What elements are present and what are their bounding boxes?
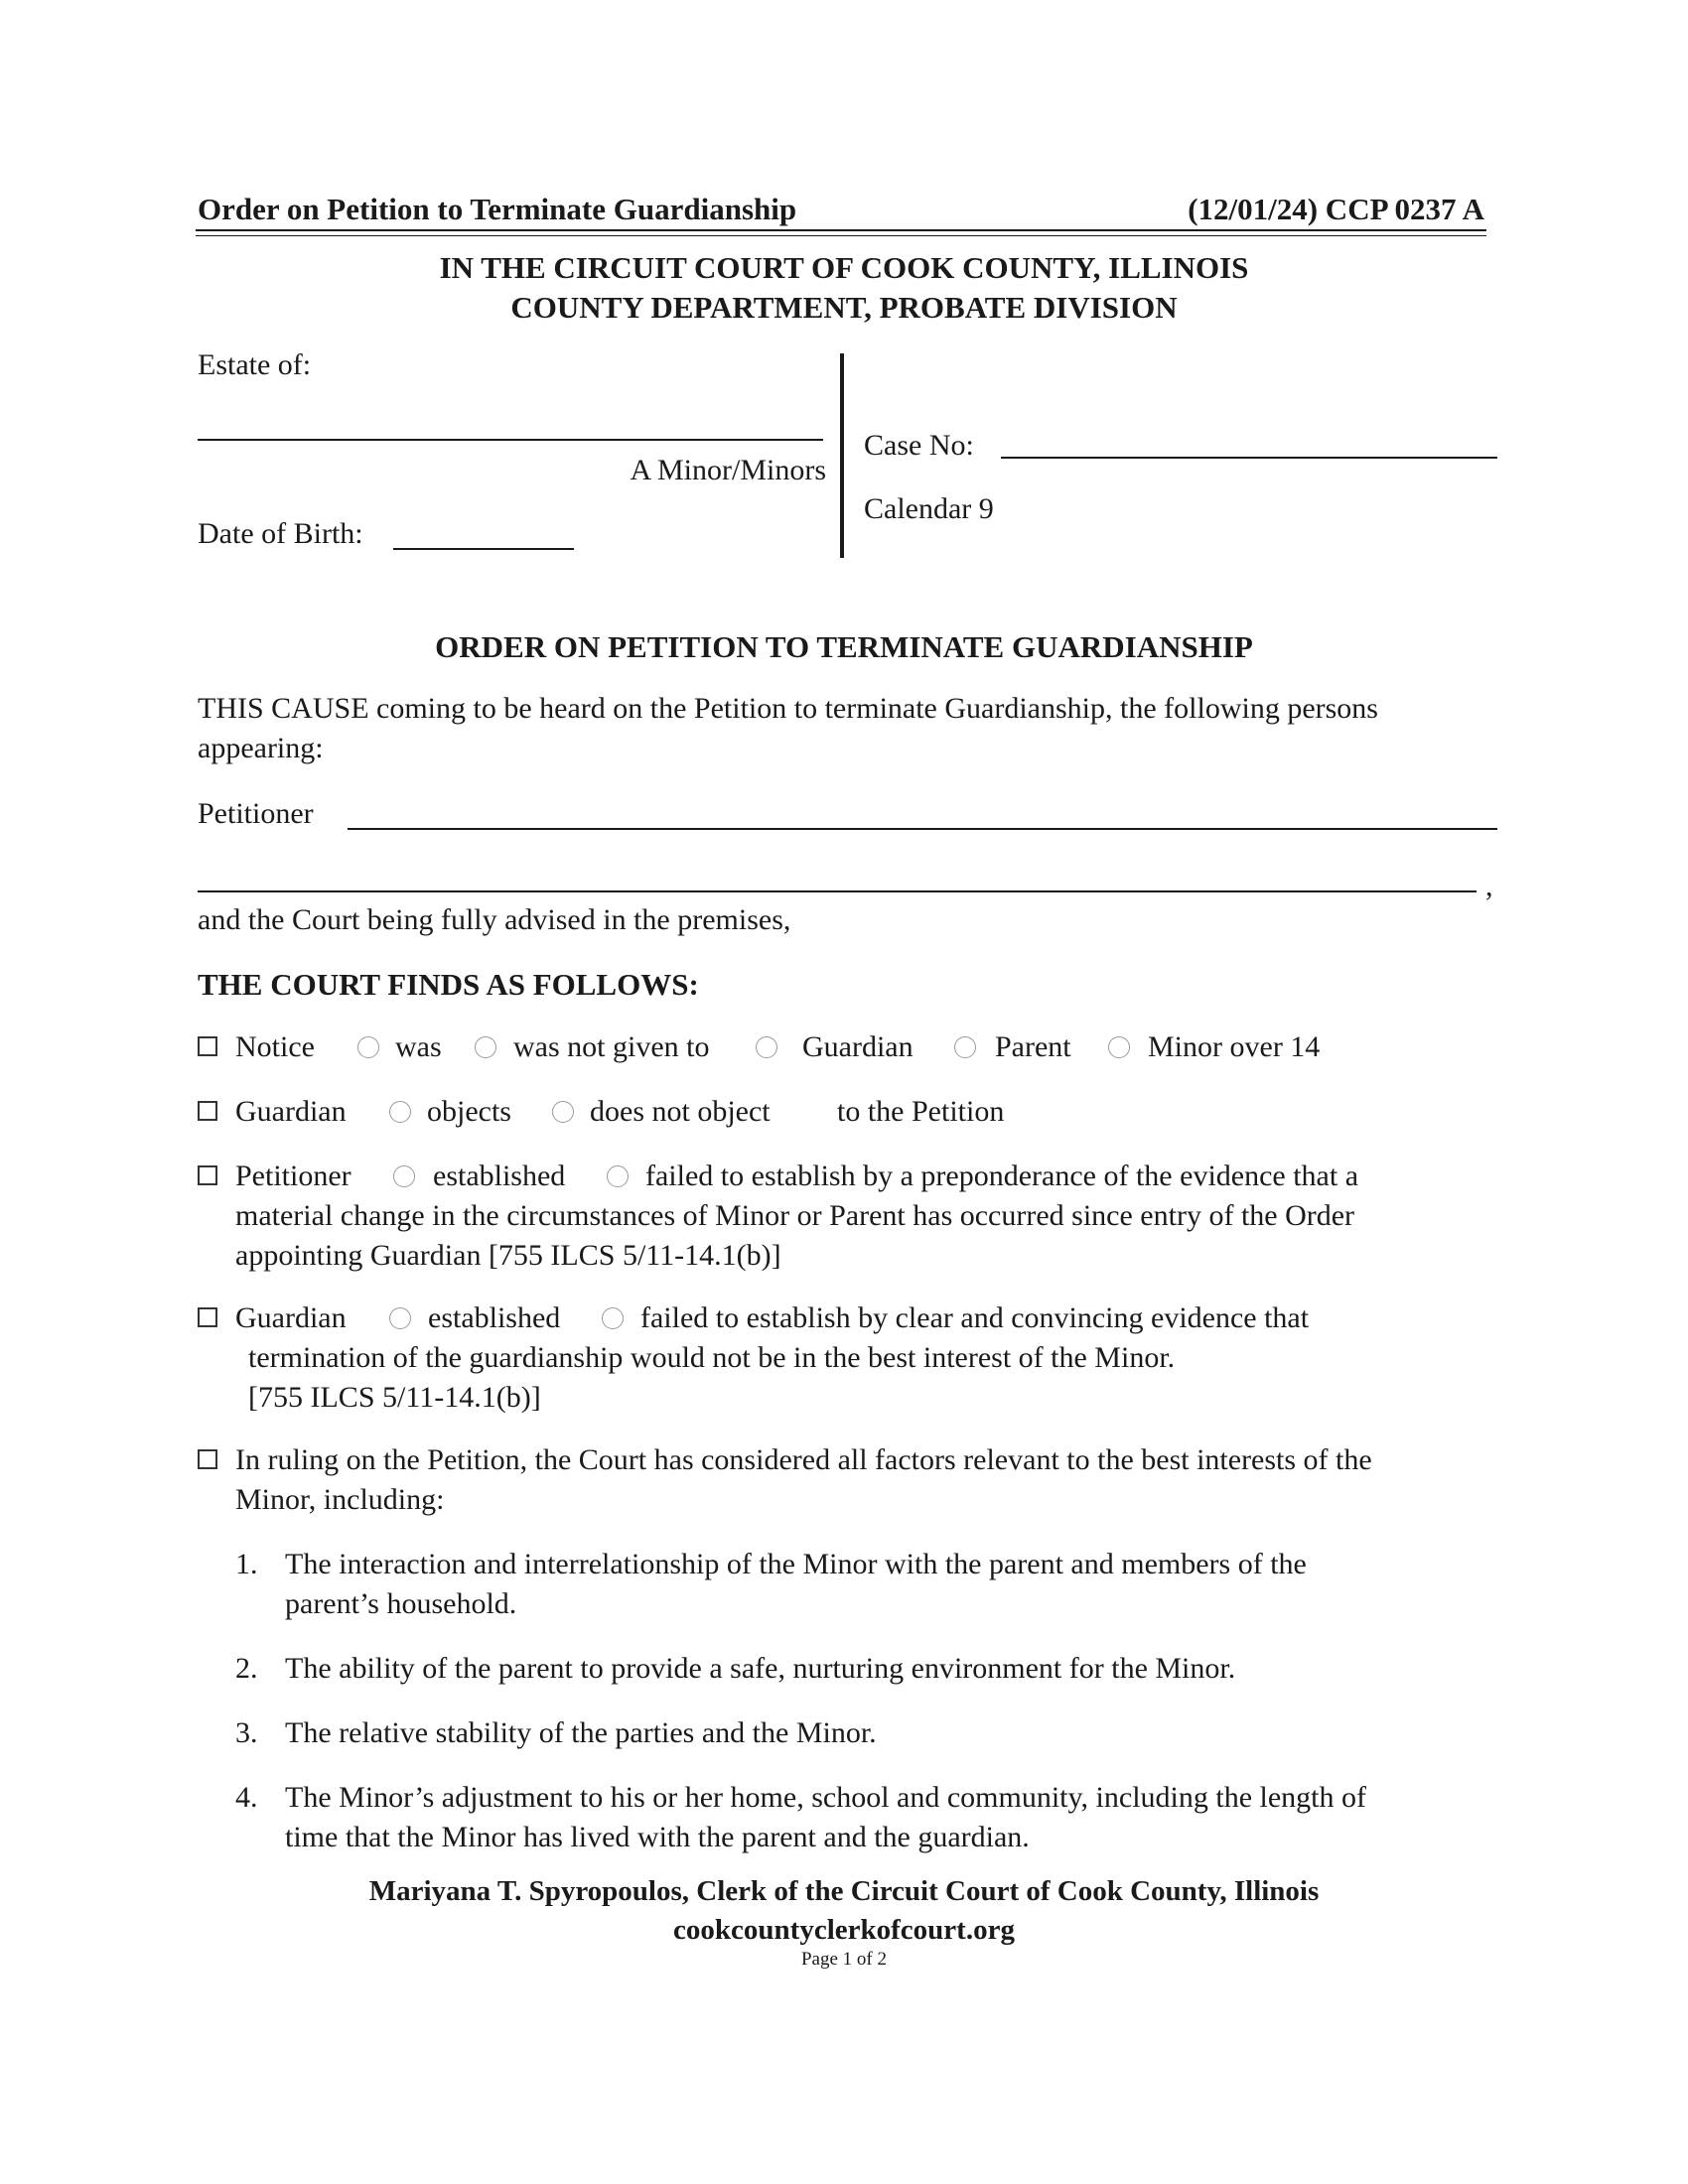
best-interest-line-2: Minor, including:	[235, 1483, 445, 1516]
notice-was-label: was	[395, 1030, 442, 1063]
guardian-established-radio[interactable]	[389, 1307, 411, 1329]
guardian-finding-line-2: termination of the guardianship would not be in the best interest of the Minor.	[248, 1341, 1176, 1374]
factor-text-continued: parent’s household.	[285, 1587, 517, 1620]
notice-was-not-label: was not given to	[513, 1030, 710, 1063]
intro-line-1: THIS CAUSE coming to be heard on the Petition to terminate Guardianship, the following persons	[198, 692, 1378, 725]
form-title: Order on Petition to Terminate Guardianship	[198, 192, 797, 226]
petitioner-label: Petitioner	[198, 797, 314, 830]
notice-minor-label: Minor over 14	[1148, 1030, 1321, 1063]
guardian-established-label: established	[428, 1301, 561, 1334]
advised-text: and the Court being fully advised in the premises,	[198, 903, 791, 936]
petitioner-finding-checkbox[interactable]	[198, 1165, 217, 1185]
petitioner-established-label: established	[433, 1160, 566, 1192]
factor-number: 1.	[235, 1548, 258, 1580]
clerk-name: Mariyana T. Spyropoulos, Clerk of the Circuit Court of Cook County, Illinois	[368, 1875, 1320, 1907]
objects-label: objects	[427, 1095, 511, 1128]
guardian-failed-label: failed to establish by clear and convincing evidence that	[640, 1301, 1310, 1334]
factor-number: 4.	[235, 1781, 258, 1814]
guardian-finding-line-3: [755 ILCS 5/11-14.1(b)]	[248, 1381, 541, 1414]
dob-field[interactable]	[393, 548, 574, 550]
caption-divider	[840, 353, 844, 558]
dob-label: Date of Birth:	[198, 517, 363, 550]
guardian-objects-label: Guardian	[235, 1095, 347, 1128]
form-code: (12/01/24) CCP 0237 A	[1188, 192, 1484, 226]
notice-minor-radio[interactable]	[1108, 1036, 1130, 1058]
calendar-label: Calendar 9	[864, 492, 994, 525]
petitioner-field[interactable]	[348, 828, 1497, 830]
factor-number: 3.	[235, 1716, 258, 1749]
order-title: ORDER ON PETITION TO TERMINATE GUARDIANSHIP	[435, 629, 1253, 664]
notice-was-not-radio[interactable]	[475, 1036, 496, 1058]
does-not-object-radio[interactable]	[552, 1101, 574, 1123]
appearing-comma: ,	[1485, 870, 1493, 902]
findings-heading: THE COURT FINDS AS FOLLOWS:	[198, 967, 699, 1002]
petitioner-finding-label: Petitioner	[235, 1160, 352, 1192]
best-interest-line-1: In ruling on the Petition, the Court has considered all factors relevant to the best interests of the	[235, 1443, 1372, 1476]
intro-line-2: appearing:	[198, 732, 324, 764]
page-number: Page 1 of 2	[800, 1949, 887, 1970]
court-name: IN THE CIRCUIT COURT OF COOK COUNTY, ILLINOIS	[439, 250, 1249, 285]
petitioner-finding-line-3: appointing Guardian [755 ILCS 5/11-14.1(b)]	[235, 1239, 781, 1272]
minor-label: A Minor/Minors	[630, 454, 826, 486]
court-division: COUNTY DEPARTMENT, PROBATE DIVISION	[510, 290, 1178, 325]
header-rule-bottom	[196, 235, 1486, 236]
petitioner-failed-label: failed to establish by a preponderance of the evidence that a	[645, 1160, 1359, 1192]
factor-text: The ability of the parent to provide a safe, nurturing environment for the Minor.	[285, 1652, 1236, 1685]
petitioner-finding-line-2: material change in the circumstances of Minor or Parent has occurred since entry of the Order	[235, 1199, 1355, 1232]
header-rule-top	[196, 229, 1486, 231]
clerk-website[interactable]: cookcountyclerkofcourt.org	[673, 1914, 1015, 1946]
notice-was-radio[interactable]	[357, 1036, 379, 1058]
factor-text-continued: time that the Minor has lived with the parent and the guardian.	[285, 1821, 1030, 1853]
notice-parent-label: Parent	[995, 1030, 1071, 1063]
factor-number: 2.	[235, 1652, 258, 1685]
estate-label: Estate of:	[198, 348, 312, 381]
factor-text: The Minor’s adjustment to his or her home, school and community, including the length of	[285, 1781, 1366, 1814]
petitioner-established-radio[interactable]	[393, 1165, 415, 1187]
notice-checkbox[interactable]	[198, 1036, 217, 1056]
guardian-objects-checkbox[interactable]	[198, 1101, 217, 1121]
petitioner-failed-radio[interactable]	[607, 1165, 629, 1187]
objects-radio[interactable]	[389, 1101, 411, 1123]
case-no-field[interactable]	[1001, 457, 1497, 459]
notice-parent-radio[interactable]	[954, 1036, 976, 1058]
notice-guardian-label: Guardian	[802, 1030, 914, 1063]
factor-text: The interaction and interrelationship of the Minor with the parent and members of the	[285, 1548, 1307, 1580]
does-not-object-label: does not object	[590, 1095, 771, 1128]
appearing-field[interactable]	[198, 890, 1477, 892]
guardian-finding-label: Guardian	[235, 1301, 347, 1334]
notice-guardian-radio[interactable]	[756, 1036, 777, 1058]
guardian-finding-checkbox[interactable]	[198, 1307, 217, 1327]
notice-label: Notice	[235, 1030, 315, 1063]
case-no-label: Case No:	[864, 429, 974, 462]
estate-name-field[interactable]	[198, 439, 823, 441]
best-interest-checkbox[interactable]	[198, 1449, 217, 1469]
to-the-petition-text: to the Petition	[837, 1095, 1005, 1128]
factor-text: The relative stability of the parties and the Minor.	[285, 1716, 877, 1749]
guardian-failed-radio[interactable]	[602, 1307, 624, 1329]
